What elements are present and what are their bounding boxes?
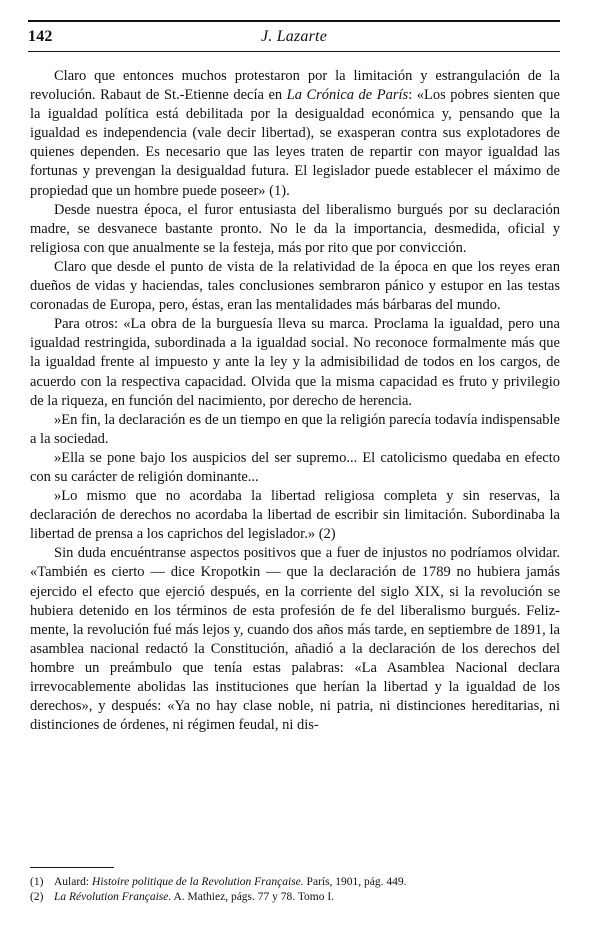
italic-title: Histoire politique de la Revolution Française. <box>92 876 304 888</box>
page-number: 142 <box>28 28 53 45</box>
paragraph <box>30 201 560 258</box>
footnote-mark: (2) <box>30 891 44 903</box>
text-run: »Lo mismo que no acordaba la libertad religiosa completa y sin reservas, la declaración de derechos no acordaba la libertad de escribir sin limitación. Subordinaba la libertad de prensa a los caprichos del legislador.» (2) <box>30 488 560 543</box>
paragraph <box>30 544 560 735</box>
paragraph <box>30 315 560 410</box>
italic-title: La Crónica de París <box>286 87 409 104</box>
paragraph <box>30 487 560 544</box>
paragraph <box>30 449 560 487</box>
text-run: Para otros: «La obra de la burguesía lleva su marca. Proclama la igualdad, pero una igualdad restringida, subordinada a la igualdad social. No reconoce formalmente más que la igualdad frente al impuesto y ante la ley y la admisibilidad de todos en los cargos, de acuerdo con la respectiva capacidad. Olvida que la misma capacidad es fruto y privilegio de la riqueza, en función del nacimiento, por derecho de herencia. <box>30 316 560 409</box>
header-bottom-rule <box>28 51 560 52</box>
text-run: París, 1901, pág. 449. <box>303 876 407 888</box>
text-run: Claro que entonces muchos protestaron por la limitación y estrangulación de la revolución. Rabaut de St.-Etienne decía en <box>30 68 560 104</box>
paragraph <box>30 67 560 201</box>
paragraph <box>30 258 560 315</box>
text-run: Desde nuestra época, el furor entusiasta del liberalismo burgués por su declaración madre, se desvanece bastante pronto. No le da la importancia, desmedida, oficial y religiosa con que anualmente se la festeja, más por rito que por convicción. <box>30 201 560 256</box>
text-run: Claro que desde el punto de vista de la relatividad de la época en que los reyes eran dueños de vidas y haciendas, tales conclusiones sembraron pánico y estupor en las testas coronadas de Europa, pero, éstas, eran las mentalidades más bárbaras del mundo. <box>30 258 560 314</box>
running-head-author: J. Lazarte <box>261 28 327 45</box>
paragraph <box>30 411 560 449</box>
footnote <box>30 890 560 905</box>
page-header <box>28 28 560 48</box>
footnote-rule <box>30 867 114 868</box>
text-run: : «Los pobres sienten que la igualdad política está debilitada por la desigualdad económica y, pensando que la igualdad es independencia (vale decir libertad), se exasperan contra sus explotadores de quienes dependen. Es necesario que las leyes traten de repartir con mayor igualdad las fortunas y prevengan la desigualdad futura. El legislador puede establecer el máximo de propiedad que un hombre puede poseer» (1). <box>30 87 560 199</box>
body-text <box>30 67 560 735</box>
text-run: A. Mathiez, págs. 77 y 78. Tomo I. <box>171 891 335 903</box>
text-run: »En fin, la declaración es de un tiempo en que la religión parecía todavía indispensable a la sociedad. <box>30 411 560 447</box>
text-run: Sin duda encuéntranse aspectos positivos que a fuer de injustos no podríamos olvidar. «También es cierto — dice Kropotkin — que la declaración de 1789 no hubiera jamás ejercido el efecto que ejerció después, en la corriente del siglo XIX, si la revolución se hubiera detenido en los términos de esta profesión de fe del liberalismo burgués. Felizmente, la revolución fué más lejos y, cuando dos años más tarde, en septiembre de 1891, la asamblea nacional redactó la Constitución, añadió a la declaración de los derechos del hombre un preámbulo que tenía estas palabras: «La Asamblea Nacional declara irrevocablemente abolidas las instituciones que herían la libertad y la igualdad de los derechos», y después: «Ya no hay clase noble, ni patria, ni distinciones hereditarias, ni distinciones de órdenes, ni régimen feudal, ni dis- <box>30 545 560 734</box>
footnote <box>30 875 560 890</box>
header-top-rule <box>28 20 560 22</box>
italic-title: La Révolution Française. <box>54 891 172 903</box>
footnotes <box>30 875 560 905</box>
text-run: Aulard: <box>54 876 93 888</box>
footnote-mark: (1) <box>30 876 44 888</box>
text-run: »Ella se pone bajo los auspicios del ser supremo... El catolicismo quedaba en efecto con su carácter de religión dominante... <box>30 449 560 485</box>
